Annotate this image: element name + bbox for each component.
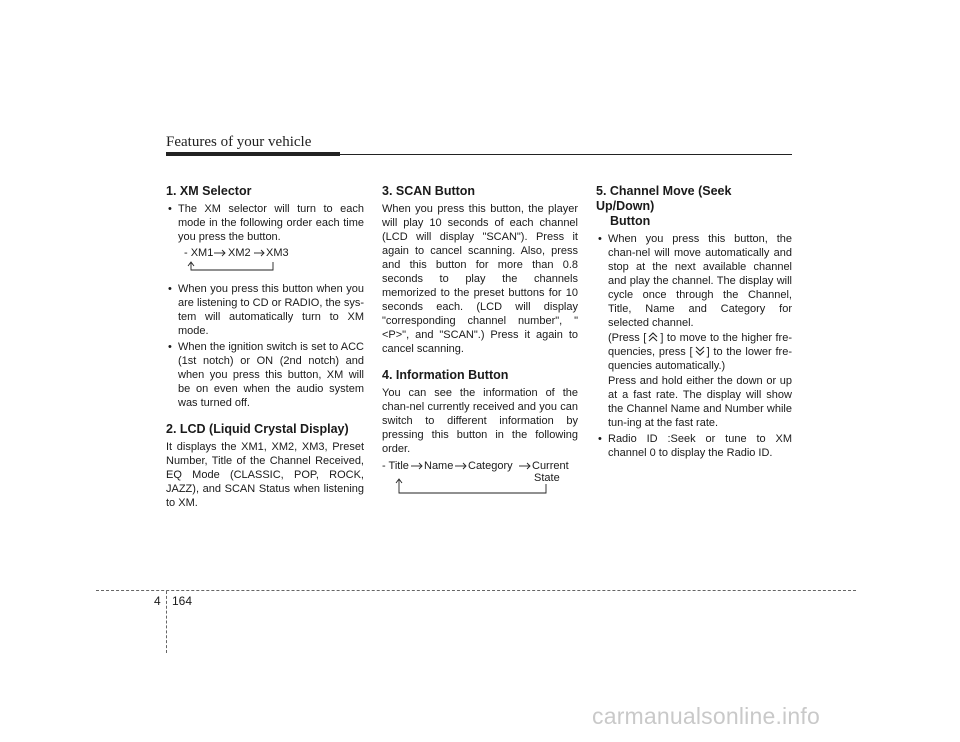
press-down-suffix: ] to the lower fre-quencies automatically.) bbox=[608, 346, 792, 372]
info-body: You can see the information of the chan-nel currently received and you can switch to different information by pressing this button in the following order. bbox=[382, 387, 578, 455]
header-rule bbox=[340, 154, 792, 155]
radio-id-bullet: • Radio ID :Seek or tune to XM channel 0 to display the Radio ID. bbox=[596, 432, 792, 460]
xm-selector-list bbox=[166, 202, 364, 244]
arrow-right-icon bbox=[455, 463, 466, 469]
info-flow-diagram bbox=[382, 459, 578, 499]
header-bar bbox=[166, 152, 340, 156]
footer-dashed-rule bbox=[96, 590, 856, 591]
flow-xm2: XM2 bbox=[228, 247, 251, 259]
arrow-right-icon bbox=[214, 250, 225, 256]
channel-move-heading-line1: 5. Channel Move (Seek Up/Down) bbox=[596, 184, 732, 213]
flow-category: Category bbox=[468, 460, 513, 472]
channel-move-heading bbox=[596, 184, 792, 229]
footer-vertical-dash bbox=[166, 591, 167, 653]
flow-current: Current bbox=[532, 460, 569, 472]
channel-move-description: When you press this button, the chan-nel will move automatically and stop at the next available channel and play the channel. The display will cycle once through the Channel, Title, Name and Category for selected channel. bbox=[608, 233, 792, 329]
double-chevron-down-icon bbox=[694, 345, 706, 357]
xm-selector-list-2 bbox=[166, 282, 364, 410]
flow-xm3: XM3 bbox=[266, 247, 289, 259]
flow-name: Name bbox=[424, 460, 454, 472]
double-chevron-up-icon bbox=[647, 331, 659, 343]
xm-flow-arrows bbox=[166, 246, 366, 278]
press-up-prefix: (Press [ bbox=[608, 332, 647, 344]
arrow-right-icon bbox=[519, 463, 530, 469]
scan-body: When you press this button, the player will play 10 seconds of each channel (LCD will display "SCAN"). Press it again to cancel scanning. Also, press and this button for more than 0.8 seconds to play the channels memorized to the preset buttons for 10 seconds each. (LCD will display "corresponding channel number", "<P>", and "SCAN".) Press it again to cancel scanning. bbox=[382, 203, 578, 355]
column-left bbox=[166, 184, 364, 510]
return-loop-icon bbox=[188, 262, 273, 270]
lcd-heading: 2. LCD (Liquid Crystal Display) bbox=[166, 422, 349, 436]
watermark-text: carmanualsonline.info bbox=[592, 703, 820, 729]
hold-instructions: Press and hold either the down or up at a fast rate. The display will show the Channel Name and Number while tun-ing at the fast rate. bbox=[608, 375, 792, 429]
flow-state: State bbox=[534, 472, 560, 484]
footer-section-number: 4 bbox=[154, 594, 161, 608]
footer-page-number: 164 bbox=[172, 594, 193, 608]
channel-move-list bbox=[596, 232, 792, 460]
header-title: Features of your vehicle bbox=[166, 134, 312, 150]
xm-selector-bullet-2: • When you press this button when you are listening to CD or RADIO, the sys-tem will automatically turn to XM mode. bbox=[166, 282, 364, 338]
xm-selector-bullet-1: • The XM selector will turn to each mode in the following order each time you press the button. bbox=[166, 202, 364, 244]
seek-instructions bbox=[608, 331, 792, 373]
flow-title: - Title bbox=[382, 460, 409, 472]
xm-selector-heading: 1. XM Selector bbox=[166, 184, 252, 198]
column-middle bbox=[382, 184, 578, 503]
column-right bbox=[596, 184, 792, 462]
info-heading: 4. Information Button bbox=[382, 368, 509, 382]
xm-mode-flow-diagram bbox=[166, 246, 364, 278]
lcd-body: It displays the XM1, XM2, XM3, Preset Number, Title of the Channel Received, EQ Mode (CLASSIC, POP, ROCK, JAZZ), and SCAN Status when listening to XM. bbox=[166, 441, 364, 509]
return-loop-icon bbox=[396, 479, 546, 493]
channel-move-bullet-1 bbox=[596, 232, 792, 430]
arrow-right-icon bbox=[411, 463, 422, 469]
arrow-right-icon bbox=[254, 250, 264, 256]
info-flow-arrows bbox=[382, 459, 582, 499]
flow-xm1: - XM1 bbox=[184, 247, 214, 259]
channel-move-heading-line2: Button bbox=[610, 214, 651, 228]
scan-heading: 3. SCAN Button bbox=[382, 184, 476, 198]
press-up-suffix: ] to move to the higher fre-quencies, press [ bbox=[608, 332, 792, 358]
xm-selector-bullet-3: • When the ignition switch is set to ACC (1st notch) or ON (2nd notch) and when you press this button, XM will be on even when the audio system was turned off. bbox=[166, 340, 364, 410]
